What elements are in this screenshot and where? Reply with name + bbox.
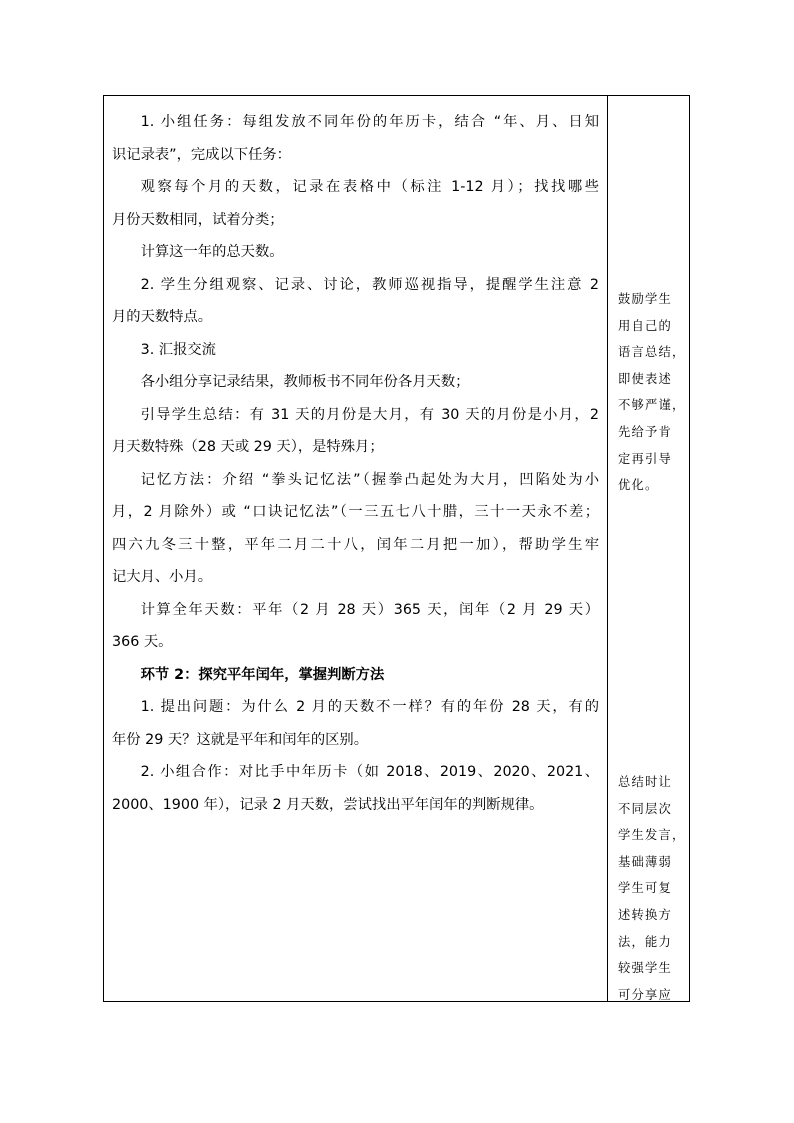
task-text-line: 月的天数特点。 (112, 309, 213, 325)
task-text-line: 月天数特殊（28 天或 29 天），是特殊月； (112, 439, 384, 455)
note-line: 法，能力 (618, 934, 672, 949)
task-text-line: 1. 提出问题：为什么 2 月的天数不一样？有的年份 28 天，有的 (140, 699, 599, 715)
task-text-line: 四六九冬三十整，平年二月二十八，闰年二月把一加），帮助学生牢 (112, 536, 599, 553)
task-text-line: 识记录表”，完成以下任务： (112, 146, 291, 163)
task-text-line: 观察每个月的天数，记录在表格中（标注 1-12 月）；找找哪些 (140, 179, 599, 195)
task-text-line: 年份 29 天？这就是平年和闰年的区别。 (112, 731, 369, 748)
note-line: 较强学生 (618, 961, 672, 976)
note-line: 学生发言， (618, 828, 686, 843)
teaching-process-cell (104, 96, 607, 1001)
note-line: 优化。 (618, 478, 659, 493)
task-text-line: 计算这一年的总天数。 (140, 244, 284, 260)
note-line: 定再引导 (618, 451, 672, 466)
task-text-line: 月，2 月除外）或 “口诀记忆法”（一三五七八十腊，三十一天永不差； (112, 504, 599, 520)
task-text-line: 计算全年天数：平年（2 月 28 天）365 天，闰年（2 月 29 天） (140, 601, 599, 618)
task-text-line: 366 天。 (112, 634, 173, 650)
task-text-line: 记大月、小月。 (112, 569, 213, 585)
lesson-plan-table (103, 95, 690, 1002)
section-heading: 环节 2：探究平年闰年，掌握判断方法 (140, 666, 385, 683)
task-text-line: 1. 小组任务：每组发放不同年份的年历卡，结合 “年、月、日知 (140, 114, 599, 130)
note-line: 语言总结， (618, 345, 686, 360)
task-text-line: 记忆方法：介绍 “拳头记忆法”（握拳凸起处为大月，凹陷处为小 (140, 471, 599, 488)
design-note-2 (608, 769, 690, 1008)
note-line: 学生可复 (618, 881, 672, 896)
note-line: 不够严谨， (618, 398, 686, 413)
note-line: 不同层次 (618, 801, 672, 816)
note-line: 基础薄弱 (618, 854, 672, 869)
note-line: 先给予肯 (618, 424, 672, 439)
task-text-line: 各小组分享记录结果，教师板书不同年份各月天数； (140, 374, 470, 390)
note-line: 鼓励学生 (618, 292, 672, 306)
note-line: 可分享应 (618, 987, 672, 1002)
design-note-1 (608, 286, 690, 499)
note-line: 用自己的 (618, 318, 672, 333)
section-label: 3. 汇报交流 (140, 341, 216, 358)
note-line: 述转换方 (618, 907, 672, 922)
note-line: 总结时让 (618, 775, 672, 789)
note-line: 即使表述 (618, 371, 672, 386)
task-text-line: 引导学生总结：有 31 天的月份是大月，有 30 天的月份是小月，2 (140, 406, 599, 423)
task-text-line: 2. 小组合作：对比手中年历卡（如 2018、2019、2020、2021、 (140, 764, 599, 780)
task-text-line: 2000、1900 年），记录 2 月天数，尝试找出平年闰年的判断规律。 (112, 796, 544, 813)
task-text-line: 月份天数相同，试着分类； (112, 211, 284, 228)
task-text-line: 2. 学生分组观察、记录、讨论，教师巡视指导，提醒学生注意 2 (140, 276, 599, 293)
